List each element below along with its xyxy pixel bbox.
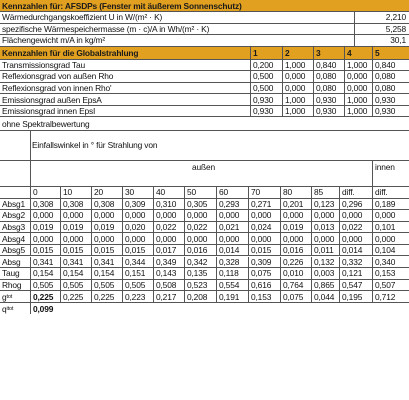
row-value: 0,000: [280, 233, 311, 244]
angle-header: diff.: [339, 187, 372, 198]
row-value: 0,075: [248, 268, 280, 279]
property-value: 0,500: [250, 83, 282, 94]
row-value: 0,019: [280, 222, 311, 233]
property-label: Emissionsgrad außen EpsA: [2, 94, 102, 105]
row-value: 0,865: [311, 280, 339, 291]
row-value-inside: 0,189: [372, 199, 409, 210]
section2-col-header: 3: [313, 47, 344, 59]
row-value: 0,019: [60, 222, 91, 233]
angle-caption-row: [0, 130, 409, 160]
row-value: 0,271: [248, 199, 280, 210]
section1-row: [0, 12, 409, 24]
section1-row: [0, 24, 409, 36]
angle-caption: Einfallswinkel in ° für Strahlung von: [32, 140, 158, 150]
section2-col-header: 5: [372, 47, 409, 59]
property-label: Flächengewicht m/A in kg/m²: [2, 35, 106, 46]
angle-header: 60: [216, 187, 248, 198]
section2-col-header: 4: [344, 47, 372, 59]
row-value: 0,000: [91, 233, 122, 244]
row-value: 0,015: [30, 245, 60, 256]
row-value-inside: 0,104: [372, 245, 409, 256]
row-label: Taug: [2, 268, 20, 279]
row-value: 0,011: [311, 245, 339, 256]
property-value: 1,000: [282, 106, 313, 117]
row-value: 0,016: [280, 245, 311, 256]
property-value: 1,000: [282, 60, 313, 71]
angle-header: 20: [91, 187, 122, 198]
absorption-row: [0, 268, 409, 280]
row-value: 0,225: [60, 291, 91, 302]
direction-outside: außen: [192, 161, 215, 172]
section2-row: [0, 83, 409, 95]
angle-header: 40: [153, 187, 184, 198]
row-label: Rhog: [2, 279, 22, 290]
row-value: 0,000: [184, 210, 216, 221]
row-label: Absg2: [2, 210, 25, 221]
row-value: 0,554: [216, 280, 248, 291]
row-value-inside: 0,000: [372, 233, 409, 244]
row-value: 0,000: [311, 210, 339, 221]
row-value: 0,191: [216, 291, 248, 302]
row-value: 0,344: [122, 257, 153, 268]
row-value: 0,223: [122, 291, 153, 302]
angle-header: 50: [184, 187, 216, 198]
row-value: 0,044: [311, 291, 339, 302]
row-value: 0,308: [30, 199, 60, 210]
row-value: 0,000: [216, 210, 248, 221]
property-value: 0,930: [313, 94, 344, 105]
row-value: 0,000: [91, 210, 122, 221]
section2-row: [0, 106, 409, 118]
row-value: 0,000: [153, 233, 184, 244]
angle-header: 80: [280, 187, 311, 198]
row-value: 0,121: [339, 268, 372, 279]
row-value: 0,296: [339, 199, 372, 210]
row-label-sub: itot: [6, 305, 14, 312]
separator-line: [30, 130, 31, 186]
row-value: 0,308: [91, 199, 122, 210]
row-value-inside: 0,712: [372, 291, 409, 302]
row-value: 0,309: [122, 199, 153, 210]
row-value: 0,118: [216, 268, 248, 279]
row-value: 0,014: [216, 245, 248, 256]
section2-row: [0, 94, 409, 106]
property-value: 5,258: [354, 24, 409, 35]
row-value: 0,017: [153, 245, 184, 256]
row-value: 0,505: [60, 280, 91, 291]
row-value: 0,123: [311, 199, 339, 210]
row-value: 0,132: [311, 257, 339, 268]
row-value: 0,015: [60, 245, 91, 256]
row-value: 0,225: [91, 291, 122, 302]
property-label: spezifische Wärmespeichermasse (m · c)/A in Wh/(m² · K): [2, 23, 210, 34]
property-value: 0,500: [250, 71, 282, 82]
row-value: 0,000: [248, 233, 280, 244]
property-value: 2,210: [354, 12, 409, 23]
row-value: 0,000: [153, 210, 184, 221]
row-value: 0,000: [184, 233, 216, 244]
angle-header: 70: [248, 187, 280, 198]
row-value: 0,000: [216, 233, 248, 244]
property-label: Transmissionsgrad Tau: [2, 59, 85, 70]
property-value: 0,930: [372, 106, 409, 117]
row-value: 0,000: [339, 233, 372, 244]
property-value: 0,840: [372, 60, 409, 71]
row-value: 0,019: [30, 222, 60, 233]
row-value: 0,015: [91, 245, 122, 256]
row-label: Absg3: [2, 221, 25, 232]
section2-row: [0, 60, 409, 72]
row-value: 0,000: [311, 233, 339, 244]
row-value-inside: 0,153: [372, 268, 409, 279]
row-value: 0,000: [248, 210, 280, 221]
row-label: [0, 291, 30, 302]
property-value: 0,930: [250, 106, 282, 117]
row-value: 0,547: [339, 280, 372, 291]
row-value: 0,021: [216, 222, 248, 233]
row-value: 0,505: [122, 280, 153, 291]
row-value: 0,293: [216, 199, 248, 210]
property-label: Reflexionsgrad von außen Rho: [2, 71, 114, 82]
row-value: 0,000: [30, 210, 60, 221]
row-value: 0,015: [248, 245, 280, 256]
row-value: 0,000: [60, 233, 91, 244]
spectral-note: ohne Spektralbewertung: [2, 118, 90, 129]
angle-header: 85: [311, 187, 339, 198]
property-value: 0,080: [313, 71, 344, 82]
property-value: 0,080: [313, 83, 344, 94]
section1-header: [0, 0, 409, 12]
row-value: 0,309: [248, 257, 280, 268]
property-value: 1,000: [282, 94, 313, 105]
row-value: 0,000: [280, 210, 311, 221]
row-value: 0,153: [248, 291, 280, 302]
row-value: 0,154: [60, 268, 91, 279]
property-value: 0,930: [372, 94, 409, 105]
angle-header-row: [0, 186, 409, 199]
absorption-row: [0, 222, 409, 234]
row-value-inside: 0,000: [372, 210, 409, 221]
property-label: Wärmedurchgangskoeffizient U in W/(m² · K): [2, 12, 163, 23]
row-value: 0,143: [153, 268, 184, 279]
row-value: 0,000: [122, 233, 153, 244]
row-value: 0,022: [153, 222, 184, 233]
section2-title: Kennzahlen für die Globalstrahlung: [2, 47, 139, 58]
section2-col-header: 1: [250, 47, 282, 59]
property-value: 0,840: [313, 60, 344, 71]
property-value: 0,200: [250, 60, 282, 71]
row-value: 0,505: [30, 280, 60, 291]
row-value: 0,217: [153, 291, 184, 302]
row-value: 0,616: [248, 280, 280, 291]
row-value: 0,135: [184, 268, 216, 279]
row-label: Absg4: [2, 233, 25, 244]
row-value: 0,015: [122, 245, 153, 256]
row-value-inside: 0,101: [372, 222, 409, 233]
row-value-inside: 0,507: [372, 280, 409, 291]
row-value: 0,328: [216, 257, 248, 268]
row-value: 0,010: [280, 268, 311, 279]
row-label: Absg5: [2, 245, 25, 256]
angle-header: 0: [30, 187, 60, 198]
separator-line: [372, 160, 373, 186]
row-value: 0,505: [91, 280, 122, 291]
row-value: 0,195: [339, 291, 372, 302]
section2-col-header: 2: [282, 47, 313, 59]
section2-row: [0, 71, 409, 83]
property-value: 1,000: [344, 106, 372, 117]
row-value: 0,016: [184, 245, 216, 256]
direction-row: [0, 160, 409, 186]
property-value: 0,930: [313, 106, 344, 117]
row-value: 0,349: [153, 257, 184, 268]
row-value: 0,310: [153, 199, 184, 210]
row-label-main: q: [2, 303, 7, 314]
property-value: 0,000: [344, 71, 372, 82]
section1-row: [0, 35, 409, 47]
row-value: 0,013: [311, 222, 339, 233]
row-value: 0,508: [153, 280, 184, 291]
row-value-inside: 0,340: [372, 257, 409, 268]
row-value: 0,523: [184, 280, 216, 291]
section2-header: [0, 47, 409, 60]
row-value: 0,341: [91, 257, 122, 268]
row-value: 0,341: [30, 257, 60, 268]
row-value: 0,019: [91, 222, 122, 233]
property-value: 0,930: [250, 94, 282, 105]
row-value: 0,332: [339, 257, 372, 268]
row-value: 0,022: [339, 222, 372, 233]
row-value: 0,075: [280, 291, 311, 302]
row-value: 0,226: [280, 257, 311, 268]
row-value: 0,003: [311, 268, 339, 279]
row-value: 0,000: [339, 210, 372, 221]
row-value: 0,305: [184, 199, 216, 210]
row-value: 0,099: [30, 303, 60, 315]
row-value: 0,000: [122, 210, 153, 221]
absorption-row: [0, 303, 409, 315]
absorption-row: [0, 233, 409, 245]
row-value: 0,000: [60, 210, 91, 221]
row-value: 0,208: [184, 291, 216, 302]
row-value: 0,022: [184, 222, 216, 233]
property-value: 1,000: [344, 60, 372, 71]
absorption-row: [0, 257, 409, 269]
absorption-row: [0, 210, 409, 222]
row-value: 0,342: [184, 257, 216, 268]
property-value: 0,080: [372, 83, 409, 94]
direction-inside: innen: [372, 161, 409, 186]
row-label-sub: tot: [6, 293, 13, 300]
absorption-row: [0, 280, 409, 292]
row-value: 0,154: [30, 268, 60, 279]
row-label: Absg: [2, 256, 21, 267]
property-value: 0,000: [282, 71, 313, 82]
row-value: 0,024: [248, 222, 280, 233]
row-value: 0,020: [122, 222, 153, 233]
row-value: 0,154: [91, 268, 122, 279]
row-value: 0,201: [280, 199, 311, 210]
row-label: [0, 303, 30, 315]
property-value: 0,000: [344, 83, 372, 94]
absorption-row: [0, 291, 409, 303]
property-label: Emissionsgrad innen EpsI: [2, 106, 96, 117]
section1-title: Kennzahlen für: AFSDPs (Fenster mit äußerem Sonnenschutz): [2, 0, 242, 11]
row-value: 0,014: [339, 245, 372, 256]
row-label: Absg1: [2, 198, 25, 209]
property-value: 30,1: [354, 35, 409, 46]
row-value: 0,151: [122, 268, 153, 279]
row-value: 0,000: [30, 233, 60, 244]
property-label: Reflexionsgrad von innen Rho': [2, 82, 112, 93]
row-value: 0,341: [60, 257, 91, 268]
row-value: 0,764: [280, 280, 311, 291]
property-value: 0,080: [372, 71, 409, 82]
absorption-row: [0, 245, 409, 257]
angle-header: 10: [60, 187, 91, 198]
property-value: 0,000: [282, 83, 313, 94]
property-value: 1,000: [344, 94, 372, 105]
absorption-row: [0, 199, 409, 211]
row-value: 0,308: [60, 199, 91, 210]
row-value: 0,225: [30, 291, 60, 302]
section3-note-row: [0, 118, 409, 130]
angle-header-inside: diff.: [372, 187, 409, 198]
row-label-main: g: [2, 291, 7, 302]
angle-header: 30: [122, 187, 153, 198]
